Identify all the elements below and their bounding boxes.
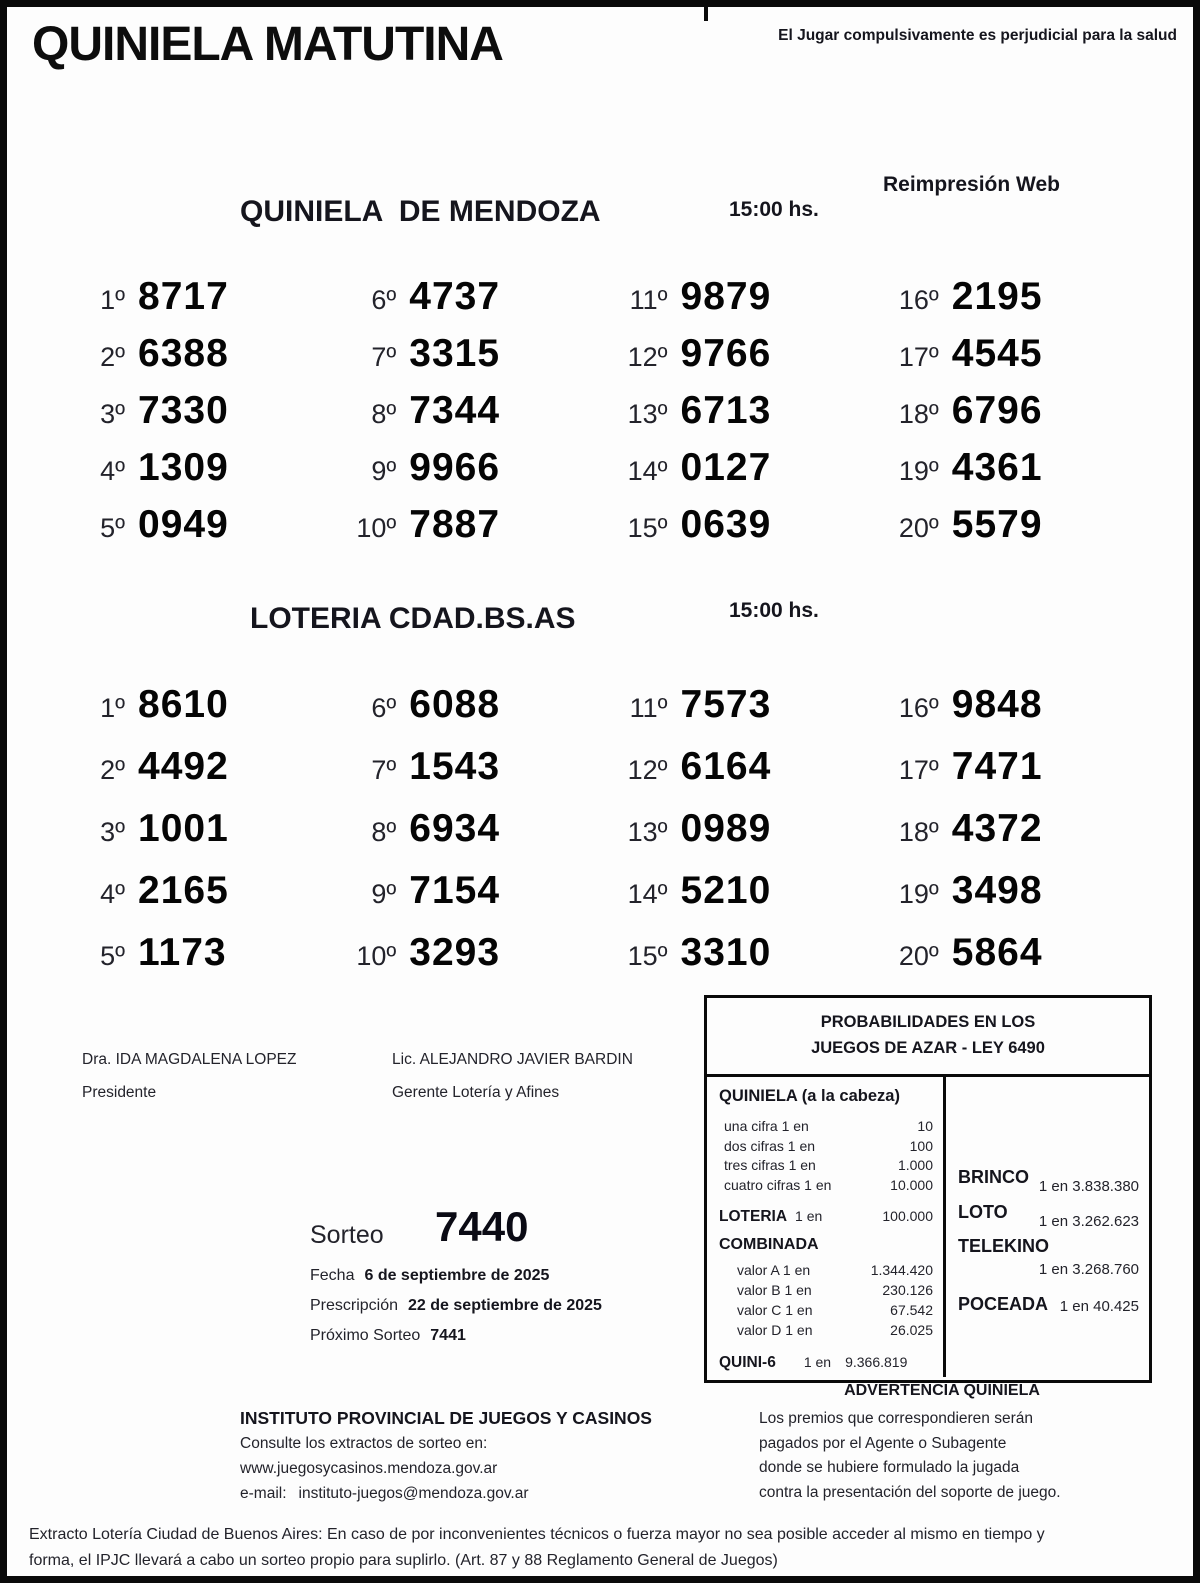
bsas-results-grid [69,683,1154,993]
result-number: 5864 [951,931,1043,974]
manager-name: Lic. ALEJANDRO JAVIER BARDIN [392,1051,633,1068]
brinco-label: BRINCO [958,1167,1029,1187]
result-number: 4361 [951,446,1043,489]
result-rank: 1º [100,285,125,315]
result-rank: 2º [100,342,125,372]
result-rank: 10º [356,513,397,543]
result-rank: 18º [898,817,939,847]
result-cell [612,275,883,332]
footer-line2: forma, el IPJC llevará a cabo un sorteo propio para suplirlo. (Art. 87 y 88 Reglamento General de Juegos) [29,1552,778,1569]
result-rank: 18º [898,399,939,429]
signature-president [82,1051,296,1102]
mendoza-draw-time: 15:00 hs. [729,198,819,221]
result-number: 3293 [409,931,501,974]
result-cell [340,275,611,332]
document-title: QUINIELA MATUTINA [32,18,503,71]
result-cell [69,503,340,560]
result-number: 1173 [138,931,227,974]
result-rank: 8º [371,817,397,847]
result-rank: 20º [898,941,939,971]
result-number: 6713 [680,389,772,432]
result-cell [69,275,340,332]
result-cell [612,503,883,560]
result-rank: 12º [627,755,668,785]
result-cell [612,807,883,869]
odds-row [719,1320,933,1340]
result-rank: 6º [371,285,397,315]
result-cell [340,869,611,931]
result-cell [69,745,340,807]
odds-value: 230.126 [882,1282,933,1298]
result-number: 8610 [138,683,229,726]
result-cell [612,683,883,745]
probabilities-title-line2: JUEGOS DE AZAR - LEY 6490 [811,1039,1045,1057]
result-number: 6088 [409,683,501,726]
result-number: 6934 [409,807,501,850]
result-rank: 1º [100,693,125,723]
odds-label: dos cifras 1 en [724,1137,816,1154]
loteria-odds-mid: 1 en [795,1208,823,1224]
mendoza-results-grid [69,275,1154,560]
result-cell [883,931,1154,993]
result-cell [612,745,883,807]
signature-manager [392,1051,633,1102]
prescripcion-row [310,1297,602,1315]
mendoza-draw-title: QUINIELA DE MENDOZA [240,195,601,228]
institute-email-row [240,1485,529,1503]
odds-row [719,1137,933,1157]
institute-consult-line: Consulte los extractos de sorteo en: [240,1435,488,1452]
bsas-draw-title: LOTERIA CDAD.BS.AS [250,602,576,635]
result-cell [340,683,611,745]
result-rank: 12º [627,342,668,372]
odds-label: valor B 1 en [737,1282,812,1298]
result-cell [883,446,1154,503]
combinada-odds-rows [719,1260,933,1340]
brinco-odds: 1 en 3.838.380 [1038,1178,1139,1195]
odds-value: 100 [909,1137,933,1154]
result-rank: 3º [100,399,125,429]
fecha-value: 6 de septiembre de 2025 [364,1267,550,1284]
loto-odds: 1 en 3.262.623 [1038,1213,1139,1230]
advertencia-lines [759,1407,1125,1505]
result-cell [612,332,883,389]
odds-label: tres cifras 1 en [724,1157,816,1173]
result-rank: 5º [100,941,125,971]
result-cell [69,869,340,931]
odds-row [719,1156,933,1176]
loteria-odds-value: 100.000 [882,1208,933,1224]
result-number: 0639 [680,503,772,546]
probabilities-title [707,998,1149,1077]
result-rank: 6º [371,693,397,723]
advertencia-line: contra la presentación del soporte de juego. [759,1483,1061,1501]
combinada-header: COMBINADA [719,1236,819,1253]
result-number: 9879 [680,275,772,318]
result-cell [69,683,340,745]
sorteo-number: 7440 [435,1203,529,1250]
result-number: 9966 [409,446,501,489]
result-rank: 17º [898,342,939,372]
result-rank: 4º [100,879,125,909]
result-number: 9766 [680,332,772,375]
president-name: Dra. IDA MAGDALENA LOPEZ [82,1051,297,1068]
result-cell [612,389,883,446]
result-cell [69,807,340,869]
odds-value: 26.025 [890,1322,933,1338]
result-rank: 20º [898,513,939,543]
result-cell [883,389,1154,446]
result-number: 7471 [951,745,1043,788]
result-rank: 17º [898,755,939,785]
result-cell [340,389,611,446]
result-number: 3498 [951,869,1043,912]
odds-label: valor A 1 en [737,1262,811,1278]
result-number: 7344 [409,389,501,432]
result-cell [340,332,611,389]
result-number: 7154 [409,869,501,912]
result-rank: 9º [371,879,397,909]
proximo-sorteo-label: Próximo Sorteo [310,1327,421,1344]
result-cell [69,332,340,389]
result-cell [340,745,611,807]
result-number: 1543 [409,745,501,788]
gambling-warning-text: El Jugar compulsivamente es perjudicial para la salud [778,27,1177,44]
odds-value: 1.000 [897,1157,933,1173]
probabilities-right-column [946,1077,1149,1377]
fecha-label: Fecha [310,1267,355,1284]
odds-label: valor C 1 en [737,1302,813,1318]
web-reprint-label: Reimpresión Web [883,173,1060,196]
odds-row [719,1280,933,1300]
fecha-row [310,1267,549,1285]
advertencia-line: pagados por el Agente o Subagente [759,1434,1007,1452]
result-number: 2195 [951,275,1043,318]
institute-name: INSTITUTO PROVINCIAL DE JUEGOS Y CASINOS [240,1408,652,1428]
footer-line1: Extracto Lotería Ciudad de Buenos Aires: En caso de por inconvenientes técnicos o fuerza mayor no sea posible acceder al mismo en tiempo y [29,1526,1045,1543]
result-cell [340,503,611,560]
result-cell [340,931,611,993]
loteria-odds-label: LOTERIA [719,1208,788,1225]
brinco-odds-row [958,1167,1139,1195]
footer-disclaimer [29,1522,1181,1574]
result-cell [883,503,1154,560]
prescripcion-value: 22 de septiembre de 2025 [408,1297,602,1314]
result-cell [340,446,611,503]
institute-website: www.juegosycasinos.mendoza.gov.ar [240,1460,498,1477]
result-number: 4372 [951,807,1043,850]
result-cell [612,931,883,993]
bsas-draw-time: 15:00 hs. [729,599,819,622]
result-cell [883,683,1154,745]
result-number: 5579 [951,503,1043,546]
result-cell [69,931,340,993]
poceada-odds-row [958,1294,1139,1315]
result-rank: 11º [629,285,668,315]
email-label: e-mail: [240,1485,287,1502]
quiniela-odds-header: QUINIELA (a la cabeza) [719,1087,900,1105]
odds-value: 10.000 [890,1176,933,1193]
result-rank: 19º [898,456,939,486]
result-number: 8717 [138,275,229,318]
result-rank: 13º [627,817,668,847]
result-rank: 15º [627,941,668,971]
result-number: 0127 [680,446,772,489]
result-rank: 4º [100,456,125,486]
quini6-label: QUINI-6 [719,1354,776,1371]
result-number: 4492 [138,745,229,788]
odds-row [719,1117,933,1137]
result-number: 7573 [680,683,772,726]
top-center-mark [704,7,708,21]
odds-value: 1.344.420 [870,1262,933,1278]
proximo-sorteo-value: 7441 [430,1327,466,1344]
result-rank: 15º [627,513,668,543]
quini6-odds-row [719,1354,933,1372]
probabilities-box [704,995,1152,1383]
advertencia-line: Los premios que correspondieren serán [759,1410,1033,1427]
advertencia-line: donde se hubiere formulado la jugada [759,1459,1020,1476]
result-number: 0949 [138,503,229,546]
loto-label: LOTO [958,1202,1008,1222]
result-cell [883,332,1154,389]
result-cell [883,807,1154,869]
result-cell [883,745,1154,807]
odds-value: 10 [917,1118,933,1134]
result-number: 1001 [138,807,229,850]
result-rank: 11º [629,693,668,723]
result-rank: 16º [898,285,939,315]
result-number: 0989 [680,807,772,850]
result-number: 3315 [409,332,501,375]
prescripcion-label: Prescripción [310,1297,399,1314]
sorteo-label: Sorteo [310,1221,384,1249]
result-rank: 10º [356,941,397,971]
email-value: instituto-juegos@mendoza.gov.ar [298,1485,529,1502]
probabilities-title-line1: PROBABILIDADES EN LOS [820,1013,1036,1032]
loteria-odds-row [719,1207,933,1226]
result-number: 6164 [680,745,772,788]
odds-label: cuatro cifras 1 en [724,1176,832,1193]
probabilities-left-column [707,1077,946,1377]
result-rank: 14º [627,456,668,486]
telekino-label: TELEKINO [958,1236,1050,1256]
result-cell [69,446,340,503]
quiniela-odds-rows [719,1117,933,1195]
result-rank: 7º [371,342,397,372]
result-rank: 3º [100,817,125,847]
odds-row [719,1176,933,1196]
loto-odds-row [958,1202,1139,1230]
poceada-odds: 1 en 40.425 [1059,1298,1139,1315]
result-cell [883,275,1154,332]
odds-label: una cifra 1 en [724,1118,809,1134]
result-number: 1309 [138,446,229,489]
result-number: 5210 [680,869,772,912]
advertencia-title: ADVERTENCIA QUINIELA [844,1382,1040,1399]
result-rank: 16º [898,693,939,723]
result-cell [612,446,883,503]
odds-row [719,1260,933,1280]
result-cell [612,869,883,931]
result-number: 2165 [138,869,229,912]
result-rank: 8º [371,399,397,429]
proximo-sorteo-row [310,1327,466,1345]
result-number: 6796 [951,389,1043,432]
result-cell [883,869,1154,931]
telekino-odds-row [958,1236,1139,1278]
result-rank: 14º [627,879,668,909]
result-number: 4737 [409,275,501,318]
odds-label: valor D 1 en [737,1322,813,1338]
manager-role: Gerente Lotería y Afines [392,1084,560,1101]
result-number: 7330 [138,389,229,432]
poceada-label: POCEADA [958,1294,1049,1314]
result-rank: 2º [100,755,125,785]
president-role: Presidente [82,1084,157,1101]
result-number: 7887 [409,503,501,546]
advertencia-block [759,1382,1125,1505]
result-rank: 5º [100,513,125,543]
result-number: 3310 [680,931,772,974]
result-cell [69,389,340,446]
result-number: 9848 [951,683,1043,726]
odds-value: 67.542 [890,1302,933,1318]
result-rank: 7º [371,755,397,785]
result-rank: 13º [627,399,668,429]
quini6-mid: 1 en [803,1354,832,1370]
result-rank: 19º [898,879,939,909]
result-number: 4545 [951,332,1043,375]
telekino-odds: 1 en 3.268.760 [1038,1261,1139,1278]
quini6-value: 9.366.819 [845,1354,908,1370]
result-cell [340,807,611,869]
result-rank: 9º [371,456,397,486]
odds-row [719,1300,933,1320]
result-number: 6388 [138,332,229,375]
